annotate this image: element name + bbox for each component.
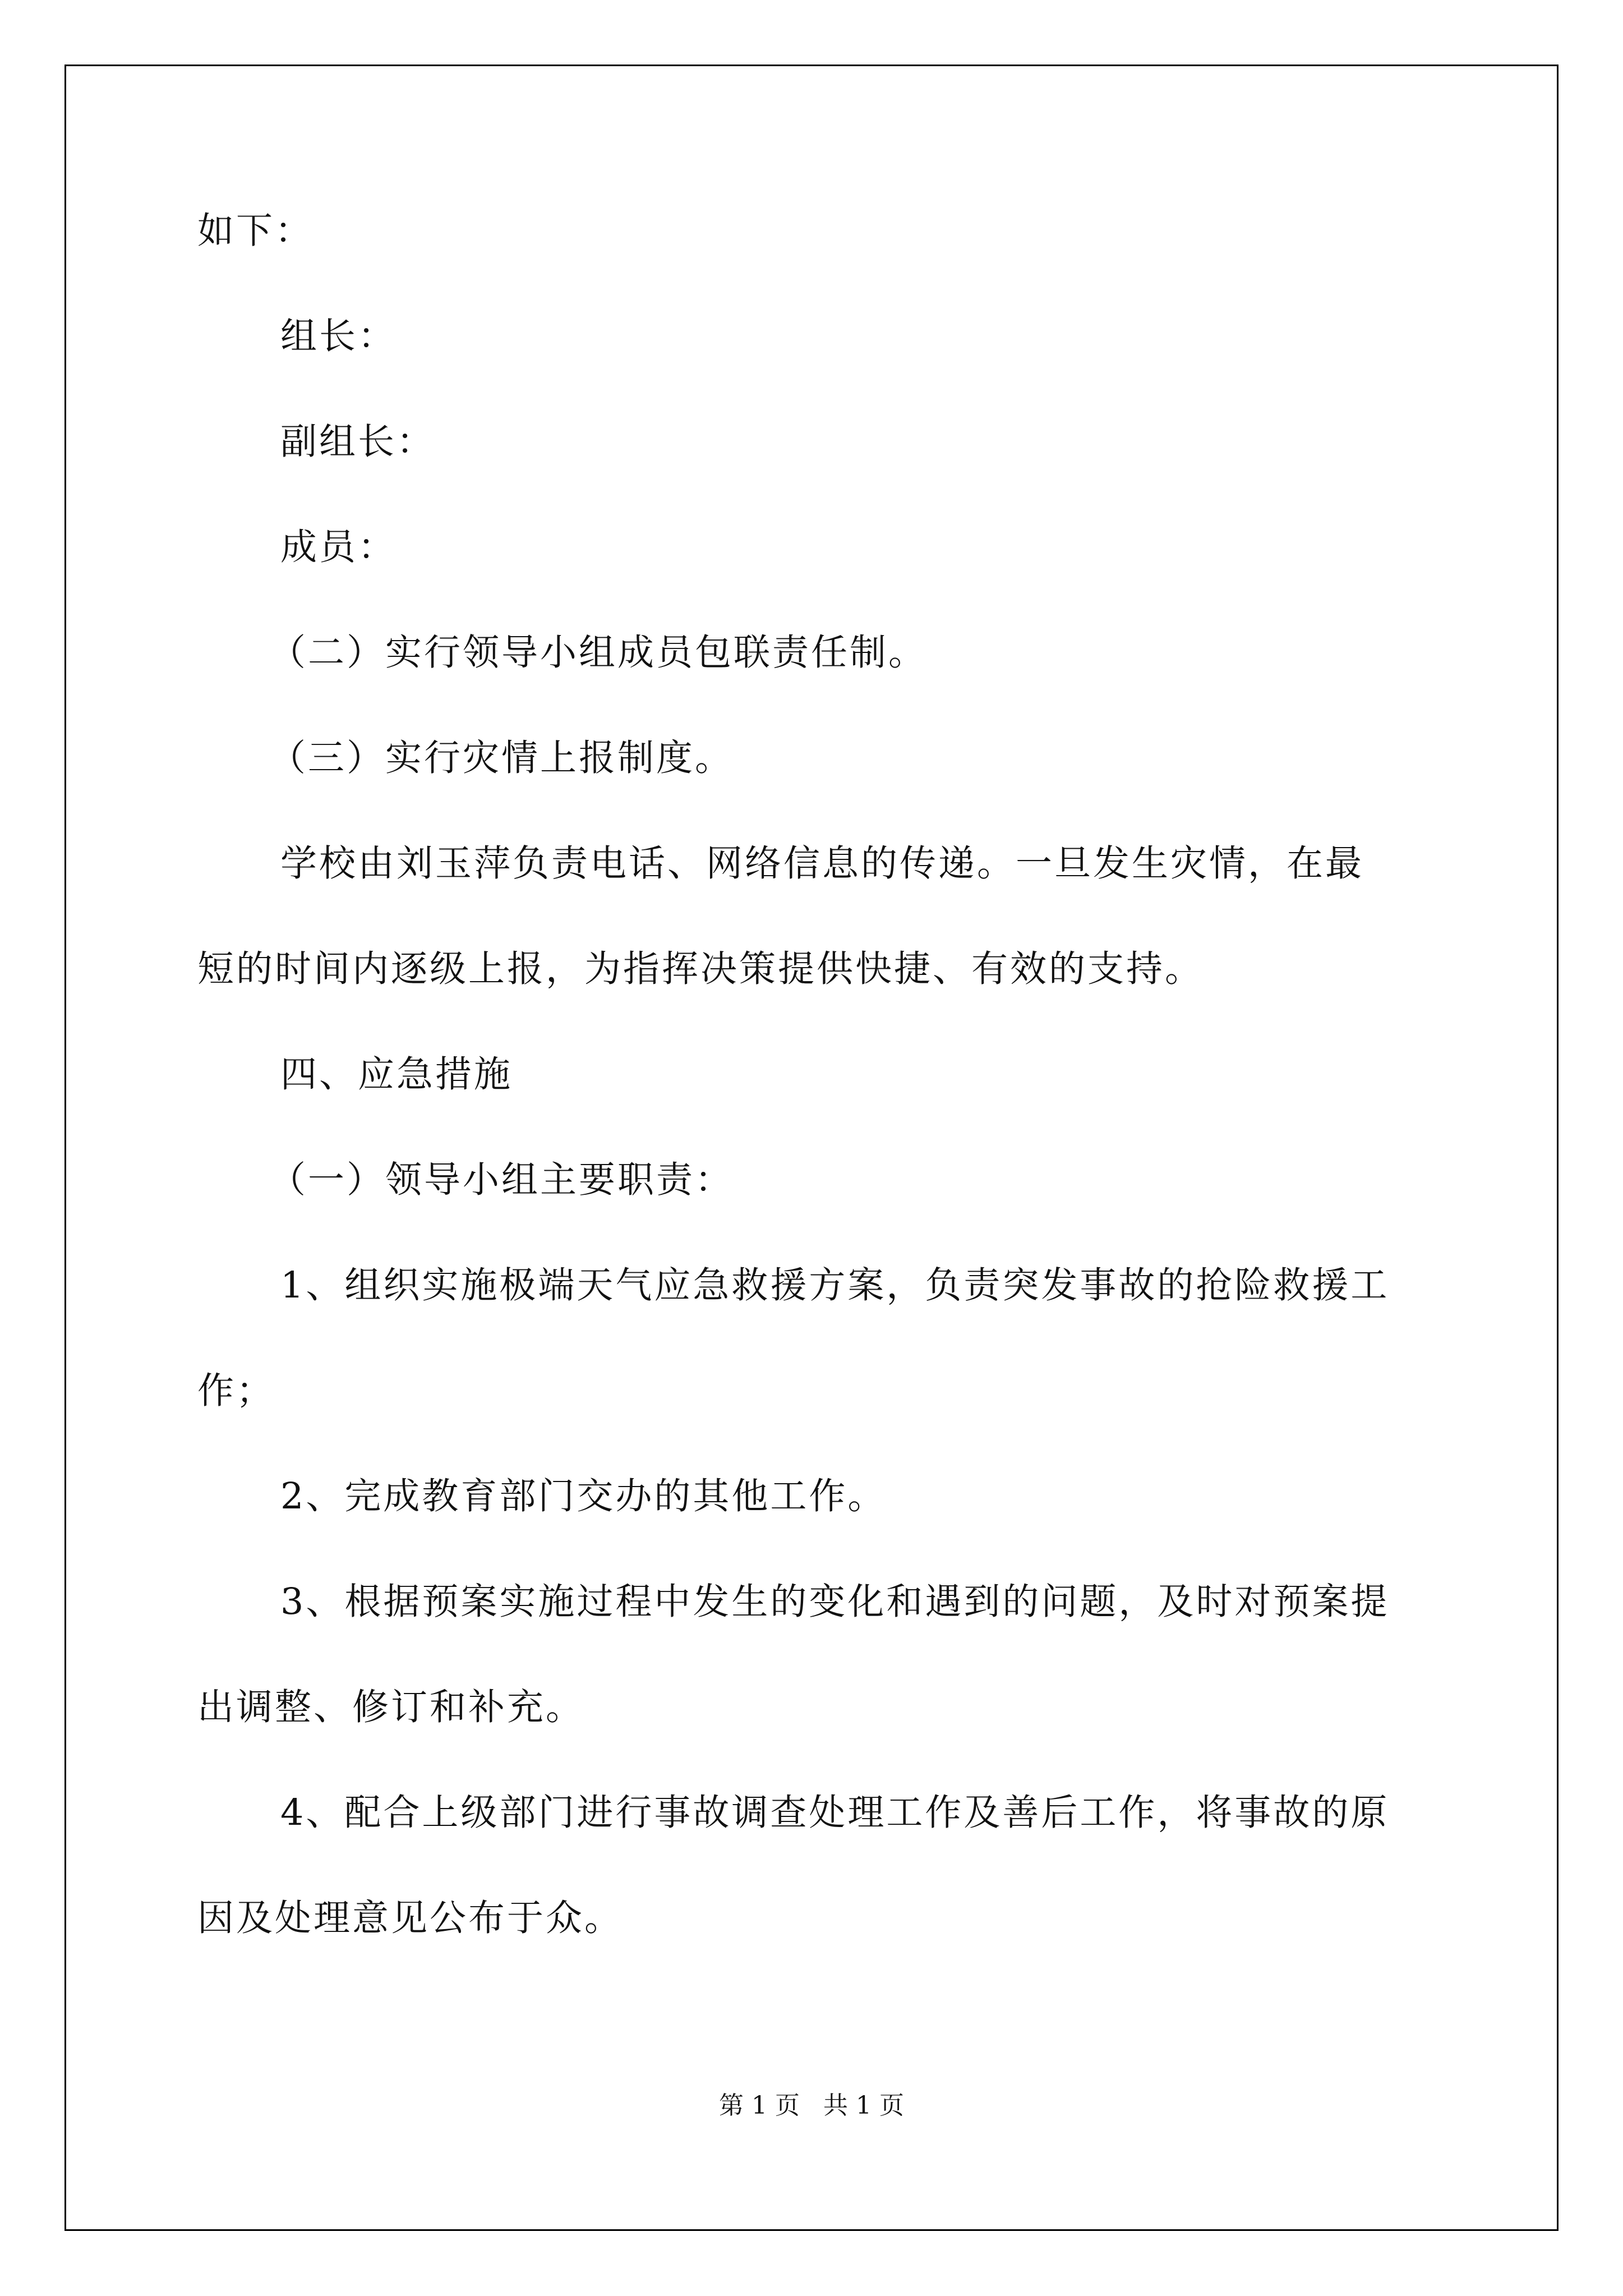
text-line-1: 如下：: [197, 210, 314, 252]
text-line-12: 作；: [197, 1370, 275, 1412]
text-line-14: 3、根据预案实施过程中发生的变化和遇到的问题，及时对预案提: [280, 1581, 1390, 1623]
text-line-8: 短的时间内逐级上报，为指挥决策提供快捷、有效的支持。: [197, 948, 1204, 990]
text-line-13: 2、完成教育部门交办的其他工作。: [280, 1475, 887, 1517]
text-line-7: 学校由刘玉萍负责电话、网络信息的传递。一旦发生灾情，在最: [280, 843, 1364, 885]
text-line-4: 成员：: [280, 526, 397, 568]
text-line-5: （二）实行领导小组成员包联责任制。: [269, 632, 928, 674]
text-line-6: （三）实行灾情上报制度。: [269, 737, 734, 779]
page-footer: 第 1 页 共 1 页: [719, 2091, 904, 2120]
text-line-15: 出调整、修订和补充。: [197, 1686, 585, 1728]
text-line-16: 4、配合上级部门进行事故调查处理工作及善后工作，将事故的原: [280, 1792, 1390, 1834]
text-line-11: 1、组织实施极端天气应急救援方案，负责突发事故的抢险救援工: [280, 1264, 1390, 1306]
text-line-2: 组长：: [280, 315, 397, 357]
text-line-17: 因及处理意见公布于众。: [197, 1897, 624, 1939]
text-line-9: 四、应急措施: [280, 1053, 513, 1096]
text-line-10: （一）领导小组主要职责：: [269, 1159, 734, 1201]
text-line-3: 副组长：: [280, 421, 436, 463]
